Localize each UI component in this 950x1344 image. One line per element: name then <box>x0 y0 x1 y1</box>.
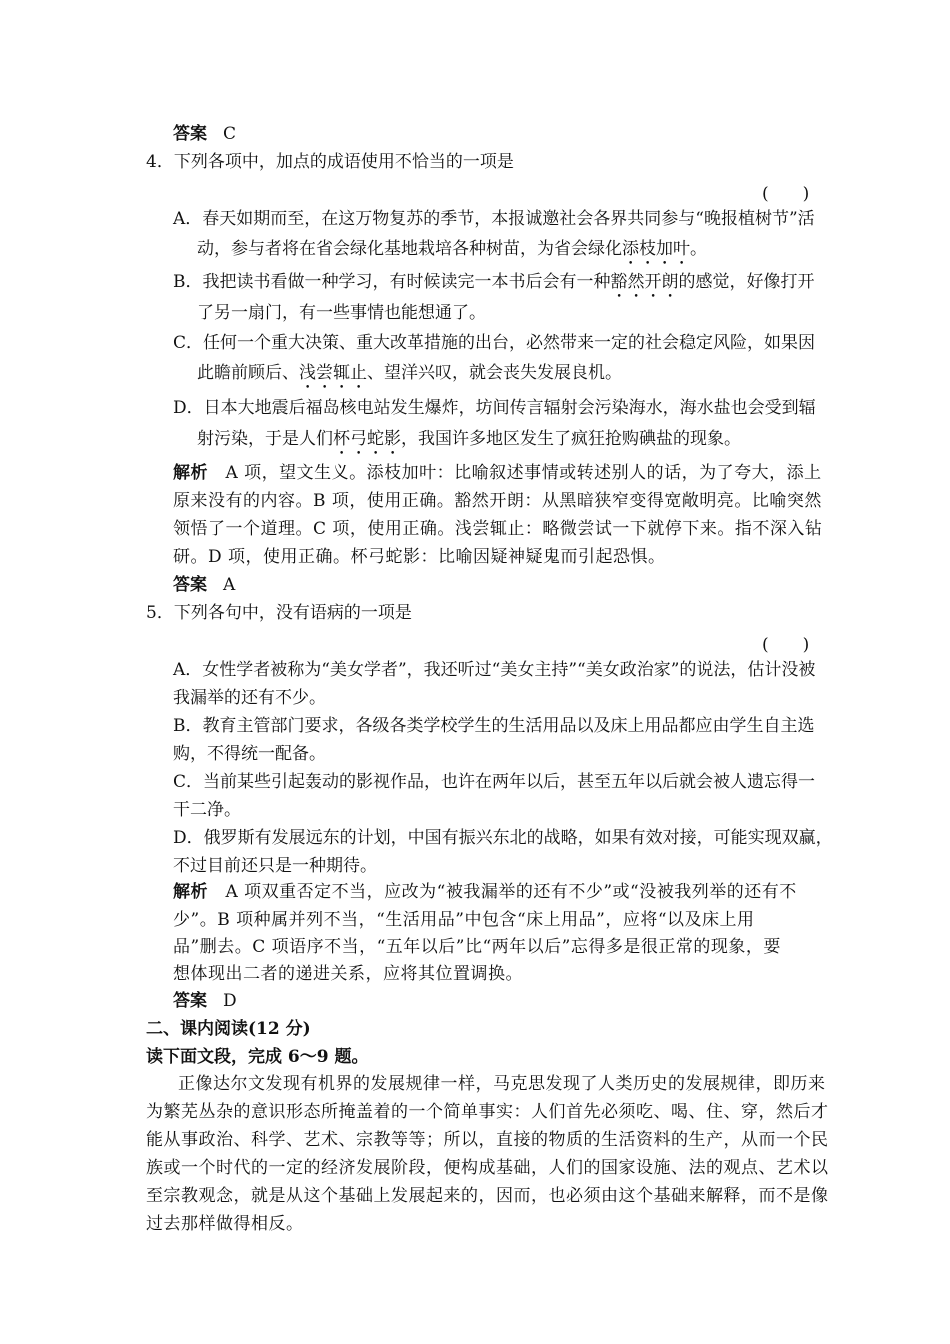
passage-line3: 能从事政治、科学、艺术、宗教等等；所以，直接的物质的生活资料的生产，从而一个民 <box>146 1130 829 1150</box>
text-segment: 、望洋兴叹，就会丧失发展良机。 <box>367 363 622 383</box>
passage-line6: 过去那样做得相反。 <box>146 1214 304 1234</box>
text-segment: B．我把读书看做一种学习，有时候读完一本书后会有一种 <box>173 272 611 292</box>
q4-option-c-line1: C．任何一个重大决策、重大改革措施的出台，必然带来一定的社会稳定风险，如果因 <box>173 333 816 353</box>
q4-option-a-line1: A．春天如期而至，在这万物复苏的季节，本报诚邀社会各界共同参与“晚报植树节”活 <box>173 209 815 229</box>
q5-analysis-line3: 品”删去。C 项语序不当，“五年以后”比“两年以后”忘得多是很正常的现象，要 <box>173 937 781 957</box>
q5-option-a-line2: 我漏举的还有不少。 <box>173 688 326 708</box>
text-segment: 射污染，于是人们 <box>197 429 333 449</box>
analysis-label: 解析 <box>173 463 208 483</box>
q4-option-d-line2 <box>197 427 741 459</box>
text-segment: 动，参与者将在省会绿化基地栽培各种树苗，为省会绿化 <box>197 239 622 259</box>
q4-analysis-line4: 研。D 项，使用正确。杯弓蛇影：比喻因疑神疑鬼而引起恐惧。 <box>173 547 666 567</box>
q4-option-d-line1: D．日本大地震后福岛核电站发生爆炸，坊间传言辐射会污染海水，海水盐也会受到辐 <box>173 398 816 418</box>
section-title: 二、课内阅读(12 分) <box>146 1019 311 1039</box>
dotted-idiom: 添枝加叶 <box>622 239 690 259</box>
dotted-idiom: 浅尝辄止 <box>299 363 367 383</box>
q4-answer-blank: ( ) <box>762 184 810 204</box>
passage-line2: 为繁芜丛杂的意识形态所掩盖着的一个简单事实：人们首先必须吃、喝、住、穿，然后才 <box>146 1102 829 1122</box>
q5-option-c-line2: 干二净。 <box>173 800 241 820</box>
q5-stem: 5．下列各句中，没有语病的一项是 <box>146 603 412 623</box>
q5-analysis-line2: 少”。B 项种属并列不当，“生活用品”中包含“床上用品”，应将“以及床上用 <box>173 910 755 930</box>
section-instruction: 读下面文段，完成 6～9 题。 <box>146 1047 369 1067</box>
q5-analysis-line1 <box>173 880 797 904</box>
text-segment: 此瞻前顾后、 <box>197 363 299 383</box>
text-segment: 。 <box>690 239 707 259</box>
dotted-idiom: 杯弓蛇影 <box>333 429 401 449</box>
q5-answer-blank: ( ) <box>762 635 810 655</box>
q4-analysis-line2: 原来没有的内容。B 项，使用正确。豁然开朗：从黑暗狭窄变得宽敞明亮。比喻突然 <box>173 491 822 511</box>
q5-option-a-line1: A．女性学者被称为“美女学者”，我还听过“美女主持”“美女政治家”的说法，估计没被 <box>173 660 816 680</box>
q5-option-d-line1: D．俄罗斯有发展远东的计划，中国有振兴东北的战略，如果有效对接，可能实现双赢， <box>173 828 833 848</box>
answer-value: C <box>223 124 237 144</box>
answer-label: 答案 <box>173 124 207 144</box>
q4-option-b-line1 <box>173 270 815 302</box>
passage-line5: 至宗教观念，就是从这个基础上发展起来的，因而，也必须由这个基础来解释，而不是像 <box>146 1186 829 1206</box>
q4-option-c-line2 <box>197 361 622 393</box>
answer-label: 答案 <box>173 575 207 595</box>
q4-option-b-line2: 了另一扇门，有一些事情也能想通了。 <box>197 303 486 323</box>
answer-value: D <box>223 991 237 1011</box>
dotted-idiom: 豁然开朗 <box>610 272 679 292</box>
q5-option-b-line1: B．教育主管部门要求，各级各类学校学生的生活用品以及床上用品都应由学生自主选 <box>173 716 815 736</box>
passage-line1: 正像达尔文发现有机界的发展规律一样，马克思发现了人类历史的发展规律，即历来 <box>178 1074 826 1094</box>
passage-line4: 族或一个时代的一定的经济发展阶段，便构成基础，人们的国家设施、法的观点、艺术以 <box>146 1158 829 1178</box>
answer-value: A <box>223 575 236 595</box>
q4-analysis-line3: 领悟了一个道理。C 项，使用正确。浅尝辄止：略微尝试一下就停下来。指不深入钻 <box>173 519 823 539</box>
q3-answer <box>173 122 236 146</box>
q4-analysis-line1 <box>173 461 822 485</box>
analysis-text: A 项，望文生义。添枝加叶：比喻叙述事情或转述别人的话，为了夸大，添上 <box>208 463 822 483</box>
q5-option-b-line2: 购，不得统一配备。 <box>173 744 326 764</box>
q5-analysis-line4: 想体现出二者的递进关系，应将其位置调换。 <box>173 964 523 984</box>
text-segment: 的感觉，好像打开 <box>678 272 815 292</box>
analysis-label: 解析 <box>173 882 208 902</box>
q4-option-a-line2 <box>197 237 707 269</box>
q5-option-c-line1: C．当前某些引起轰动的影视作品，也许在两年以后，甚至五年以后就会被人遗忘得一 <box>173 772 816 792</box>
q5-option-d-line2: 不过目前还只是一种期待。 <box>173 856 377 876</box>
q4-answer <box>173 573 235 597</box>
text-segment: ，我国许多地区发生了疯狂抢购碘盐的现象。 <box>401 429 741 449</box>
q5-answer <box>173 989 237 1013</box>
q4-stem: 4．下列各项中，加点的成语使用不恰当的一项是 <box>146 152 514 172</box>
answer-label: 答案 <box>173 991 207 1011</box>
analysis-text: A 项双重否定不当，应改为“被我漏举的还有不少”或“没被我列举的还有不 <box>208 882 797 902</box>
